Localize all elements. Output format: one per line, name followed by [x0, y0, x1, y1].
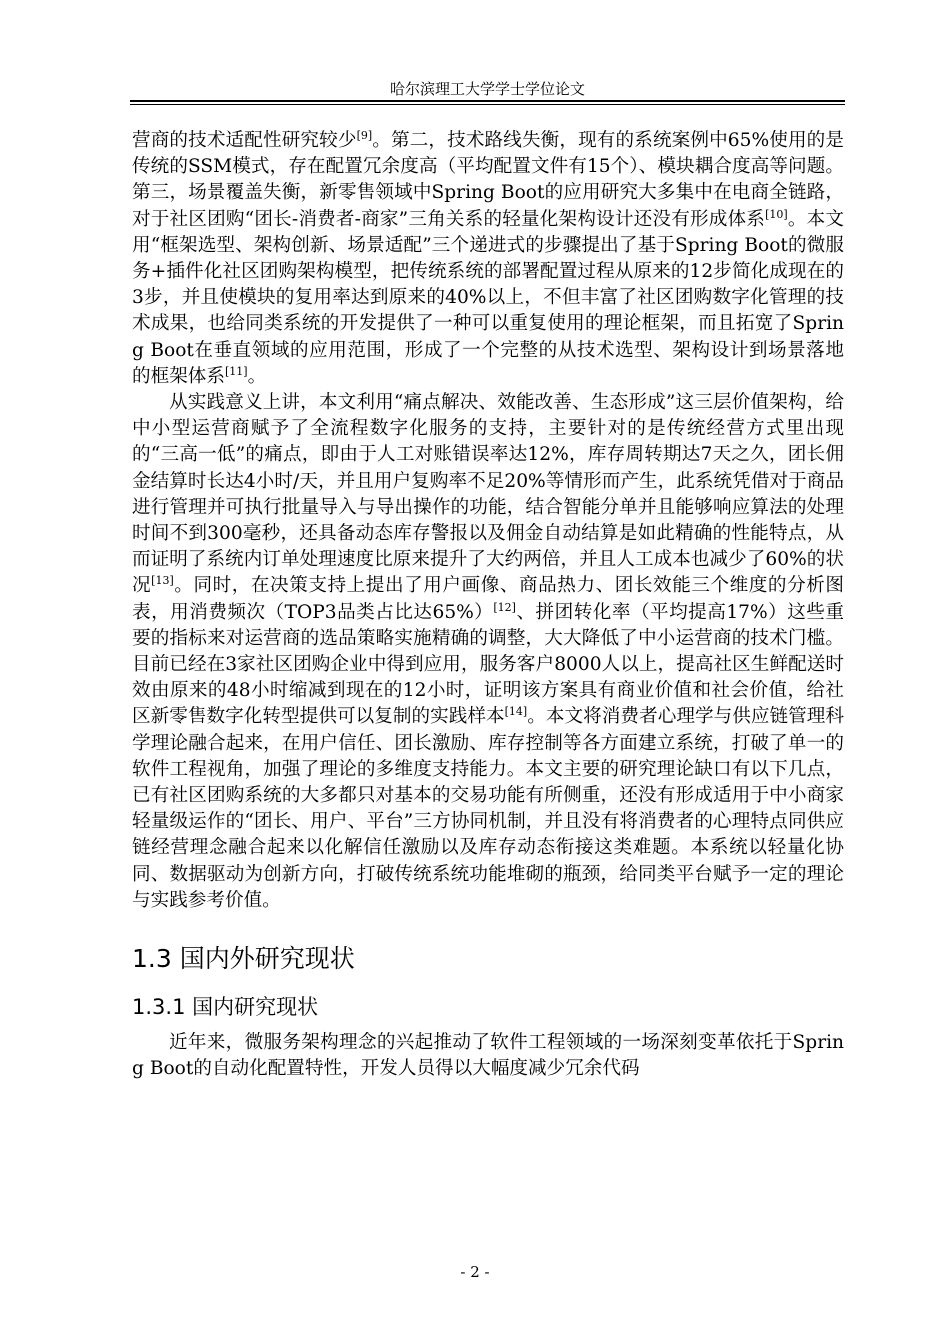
paragraph-text: 。本文用“框架选型、架构创新、场景适配”三个递进式的步骤提出了基于Spring Boot的微服务+插件化社区团购架构模型，把传统系统的部署配置过程从原来的12步简化成现在的3步，并且使模块的复用率达到原来的40%以上，不但丰富了社区团购数字化管理的技术成果，也给同类系统的开发提供了一种可以重复使用的理论框架，而且拓宽了Spring Boot在垂直领域的应用范围，形成了一个完整的从技术选型、架构设计到场景落地的框架体系 [132, 208, 844, 387]
page-number: - 2 - [460, 1263, 490, 1281]
body-paragraph [132, 128, 844, 390]
paragraph-text: 。同时，在决策支持上提出了用户画像、商品热力、团长效能三个维度的分析图表，用消费频次（TOP3品类占比达65%） [132, 575, 844, 623]
body-paragraph: 近年来，微服务架构理念的兴起推动了软件工程领域的一场深刻变革依托于Spring Boot的自动化配置特性，开发人员得以大幅度减少冗余代码 [132, 1032, 844, 1080]
paragraph-text: 从实践意义上讲，本文利用“痛点解决、效能改善、生态形成”这三层价值架构，给中小型运营商赋予了全流程数字化服务的支持，主要针对的是传统经营方式里出现的“三高一低”的痛点，即由于人工对账错误率达12%，库存周转期达7天之久，团长佣金结算时长达4小时/天，并且用户复购率不足20%等情形而产生，此系统凭借对于商品进行管理并可执行批量导入与导出操作的功能，结合智能分单并且能够响应算法的处理时间不到300毫秒，还具备动态库存警报以及佣金自动结算是如此精确的性能特点，从而证明了系统内订单处理速度比原来提升了大约两倍，并且人工成本也减少了60%的状况 [132, 392, 844, 597]
section-heading: 1.3 国内外研究现状 [132, 944, 355, 974]
citation-ref: [14] [504, 705, 528, 719]
citation-ref: [12] [493, 600, 516, 614]
paragraph-text: 、拼团转化率（平均提高17%）这些重要的指标来对运营商的选品策略实施精确的调整，大大降低了中小运营商的技术门槛。目前已经在3家社区团购企业中得到应用，服务客户8000人以上，提高社区生鲜配送时效由原来的48小时缩减到现在的12小时，证明该方案具有商业价值和社会价值，给社区新零售数字化转型提供可以复制的实践样本 [132, 601, 844, 728]
citation-ref: [13] [151, 574, 174, 588]
subsection-heading: 1.3.1 国内研究现状 [132, 995, 319, 1020]
citation-ref: [10] [765, 207, 788, 221]
paragraph-text: 营商的技术适配性研究较少 [132, 130, 357, 151]
paragraph-text: 。第二，技术路线失衡，现有的系统案例中65%使用的是传统的SSM模式，存在配置冗余度高（平均配置文件有15个）、模块耦合度高等问题。第三，场景覆盖失衡，新零售领域中Spring Boot的应用研究大多集中在电商全链路，对于社区团购“团长-消费者-商家”三角关系的轻量化架构设计还没有形成体系 [132, 130, 844, 230]
page-body [132, 128, 844, 1083]
paragraph-text: 。本文将消费者心理学与供应链管理科学理论融合起来，在用户信任、团长激励、库存控制等各方面建立系统，打破了单一的软件工程视角，加强了理论的多维度支持能力。本文主要的研究理论缺口有以下几点，已有社区团购系统的大多都只对基本的交易功能有所侧重，还没有形成适用于中小商家轻量级运作的“团长、用户、平台”三方协同机制，并且没有将消费者的心理特点同供应链经营理念融合起来以化解信任激励以及库存动态衔接这类难题。本系统以轻量化协同、数据驱动为创新方向，打破传统系统功能堆砌的瓶颈，给同类平台赋予一定的理论与实践参考价值。 [132, 706, 844, 911]
paragraph-text: 。 [247, 365, 267, 387]
paragraph-group [132, 128, 844, 914]
citation-ref: [11] [224, 364, 248, 378]
running-header: 哈尔滨理工大学学士学位论文 [389, 80, 585, 98]
citation-ref: [9] [356, 128, 373, 142]
body-paragraph [132, 390, 844, 914]
header-rule [130, 100, 845, 105]
